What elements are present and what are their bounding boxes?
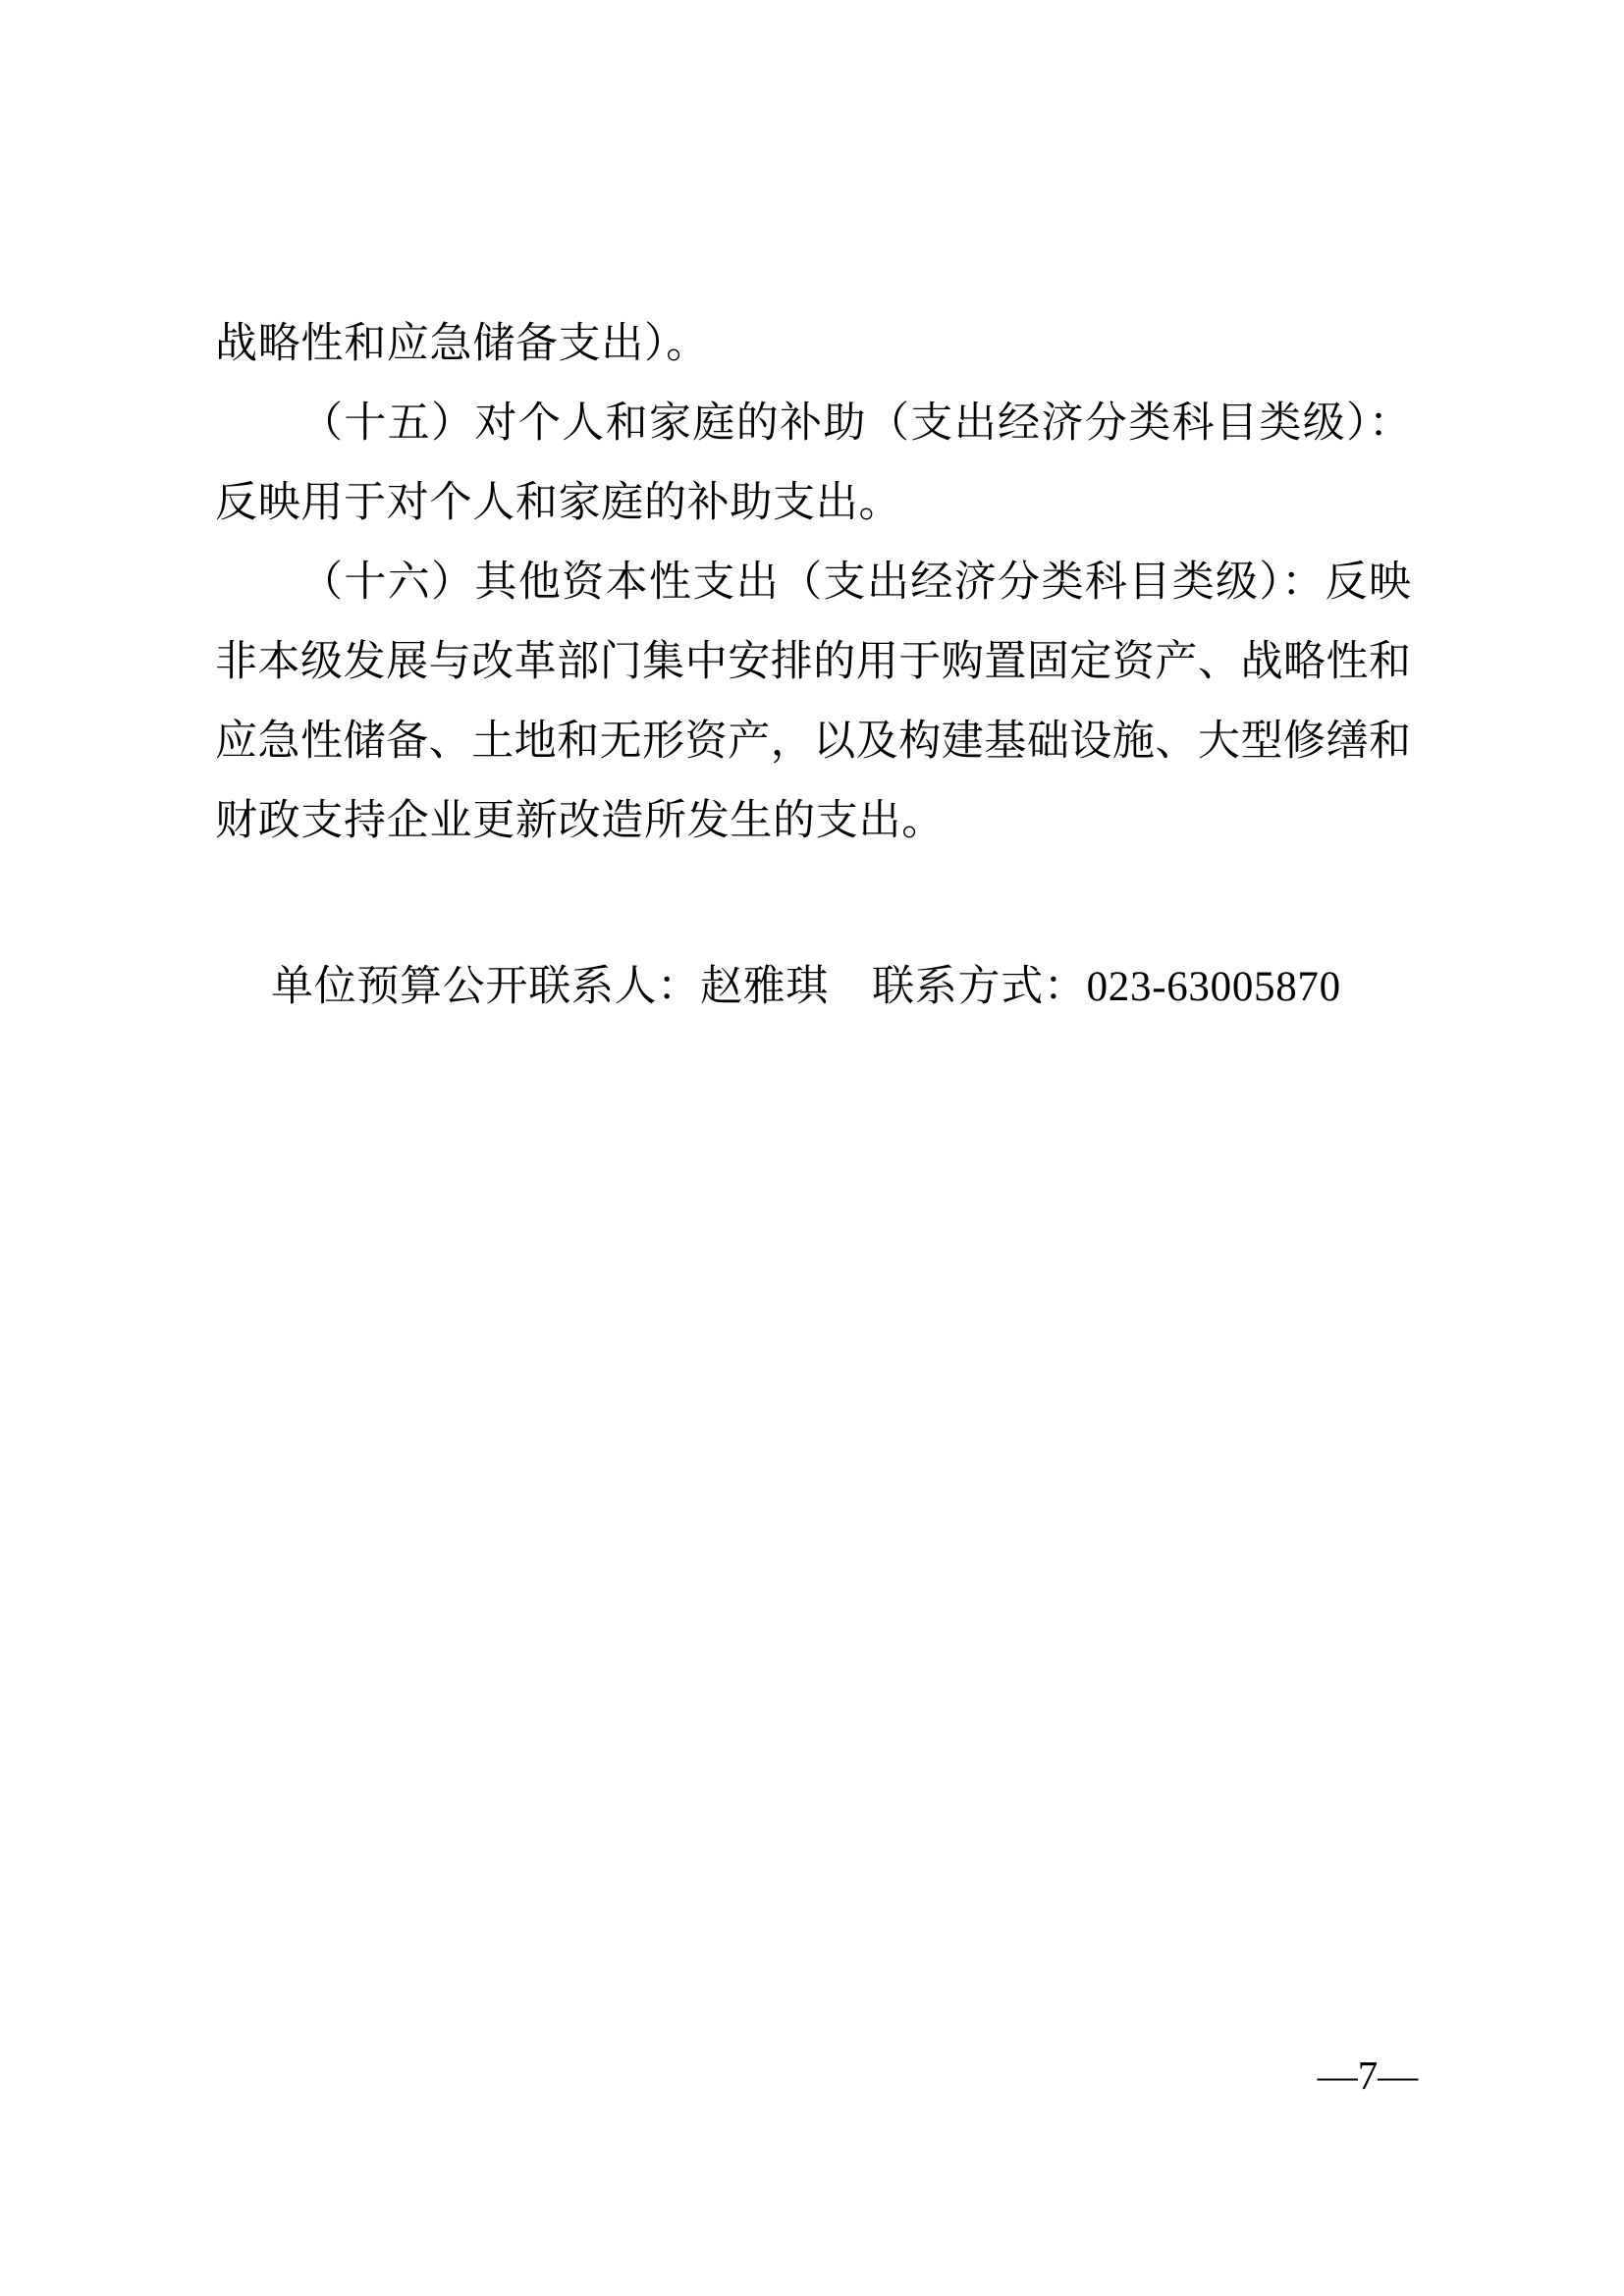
section-16-body-line-3: 财政支持企业更新改造所发生的支出。 xyxy=(215,798,945,844)
section-15-body-line: 反映用于对个人和家庭的补助支出。 xyxy=(215,480,902,526)
contact-person-name: 赵雅琪 xyxy=(700,964,830,1010)
section-16-body-line-2: 应急性储备、土地和无形资产，以及构建基础设施、大型修缮和 xyxy=(215,719,1411,765)
contact-phone-number: 023-63005870 xyxy=(1086,964,1341,1010)
contact-line xyxy=(271,947,1341,1027)
contact-person-label: 单位预算公开联系人： xyxy=(271,964,700,1010)
section-15-heading-line: （十五）对个人和家庭的补助（支出经济分类科目类级）： xyxy=(300,400,1411,447)
section-16-heading-line: （十六）其他资本性支出（支出经济分类科目类级）：反映 xyxy=(300,560,1411,606)
para-14-tail-line: 战略性和应急储备支出）。 xyxy=(215,321,709,367)
contact-method-label: 联系方式： xyxy=(872,964,1087,1010)
section-16-body-line-1: 非本级发展与改革部门集中安排的用于购置固定资产、战略性和 xyxy=(215,639,1411,685)
page-number: —7— xyxy=(1317,2053,1419,2098)
